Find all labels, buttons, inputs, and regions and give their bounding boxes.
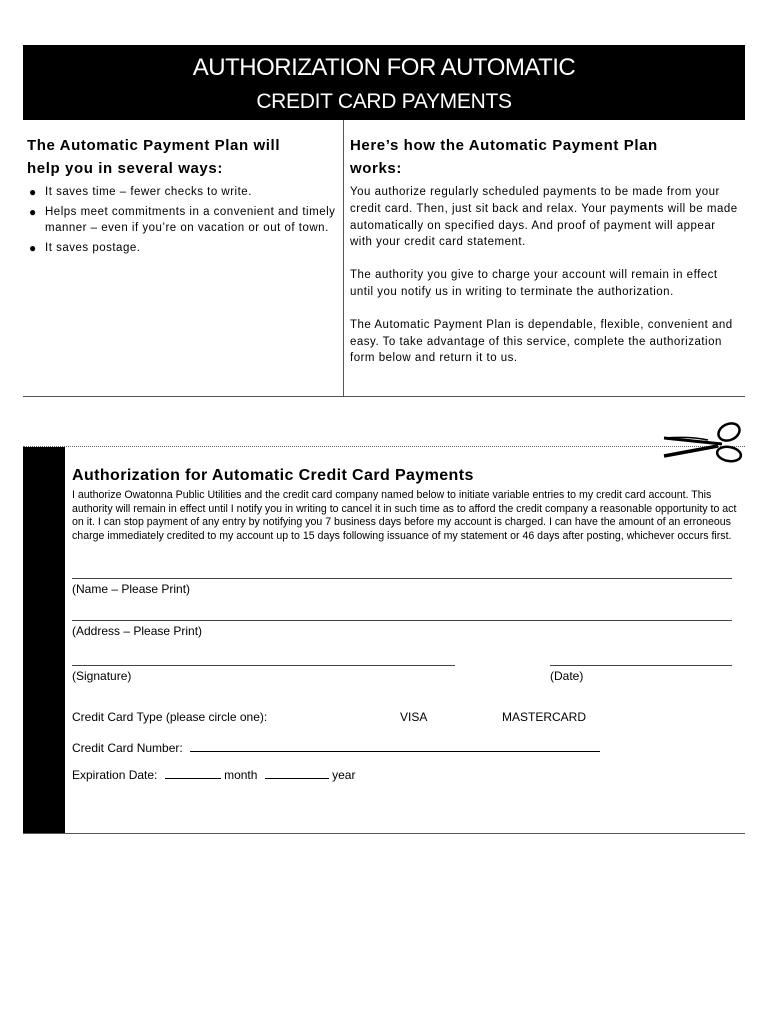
card-option-mastercard[interactable]: MASTERCARD (502, 710, 587, 724)
month-label: month (224, 768, 258, 782)
how-it-works-heading (350, 134, 740, 180)
authorization-form (23, 447, 745, 834)
expiration-row (72, 767, 355, 782)
benefits-heading (27, 134, 337, 180)
paragraph: You authorize regularly scheduled payments to be made from your credit card. Then, just sit back and relax. Your payments will be made automatically on specified days. And proof of payment will appear with your credit card statement. (350, 186, 738, 249)
card-type-label: Credit Card Type (please circle one): (72, 710, 268, 724)
bullet-icon: ● (29, 204, 37, 219)
how-it-works-heading-line1: Here’s how the Automatic Payment Plan (350, 137, 658, 154)
benefits-heading-line1: The Automatic Payment Plan will (27, 137, 281, 154)
date-label: (Date) (550, 669, 584, 683)
card-option-visa[interactable]: VISA (400, 710, 428, 724)
header-title-line2: CREDIT CARD PAYMENTS (256, 90, 512, 113)
paragraph: The Automatic Payment Plan is dependable, flexible, convenient and easy. To take advantage of this service, complete the authorization form below and return it to us. (350, 318, 733, 365)
card-number-field[interactable] (190, 740, 600, 752)
header-banner (23, 45, 745, 120)
list-item (27, 240, 337, 257)
column-divider (343, 120, 344, 396)
benefits-list (27, 184, 337, 256)
date-field[interactable] (550, 665, 732, 666)
benefits-heading-line2: help you in several ways: (27, 160, 223, 177)
how-it-works-column (350, 134, 740, 383)
list-item-text: It saves time – fewer checks to write. (45, 186, 252, 198)
bullet-icon: ● (29, 240, 37, 255)
name-label: (Name – Please Print) (72, 582, 191, 596)
form-side-bar (23, 447, 65, 833)
info-section (23, 120, 745, 397)
expiration-year-field[interactable] (265, 767, 329, 779)
list-item (27, 184, 337, 201)
card-number-label: Credit Card Number: (72, 741, 183, 755)
address-label: (Address – Please Print) (72, 624, 203, 638)
form-authorization-text: I authorize Owatonna Public Utilities and the credit card company named below to initiate variable entries to my credit card account. This authority will remain in effect until I notify you in writing to cancel it in such time as to afford the credit company a reasonable opportunity to act on it. I can stop payment of any entry by notifying you 7 business days before my account is charged. I can have the amount of an erroneous charge immediately credited to my account up to 15 days following issuance of my statement or 46 days after posting, whichever occurs first. (72, 489, 737, 542)
signature-label: (Signature) (72, 669, 132, 683)
form-title: Authorization for Automatic Credit Card Payments (72, 467, 474, 484)
list-item-text: Helps meet commitments in a convenient and timely manner – even if you’re on vacation or out of town. (45, 205, 336, 234)
expiration-label: Expiration Date: (72, 768, 158, 782)
expiration-month-field[interactable] (165, 767, 221, 779)
list-item-text: It saves postage. (45, 241, 141, 254)
address-field[interactable] (72, 620, 732, 621)
paragraph: The authority you give to charge your account will remain in effect until you notify us in writing to terminate the authorization. (350, 269, 718, 298)
list-item (27, 204, 337, 237)
benefits-column (27, 134, 337, 259)
name-field[interactable] (72, 578, 732, 579)
how-it-works-heading-line2: works: (350, 160, 402, 177)
signature-field[interactable] (72, 665, 455, 666)
card-number-row (72, 740, 600, 755)
bullet-icon: ● (29, 185, 37, 199)
header-title-line1: AUTHORIZATION FOR AUTOMATIC (192, 54, 576, 81)
year-label: year (332, 768, 356, 782)
